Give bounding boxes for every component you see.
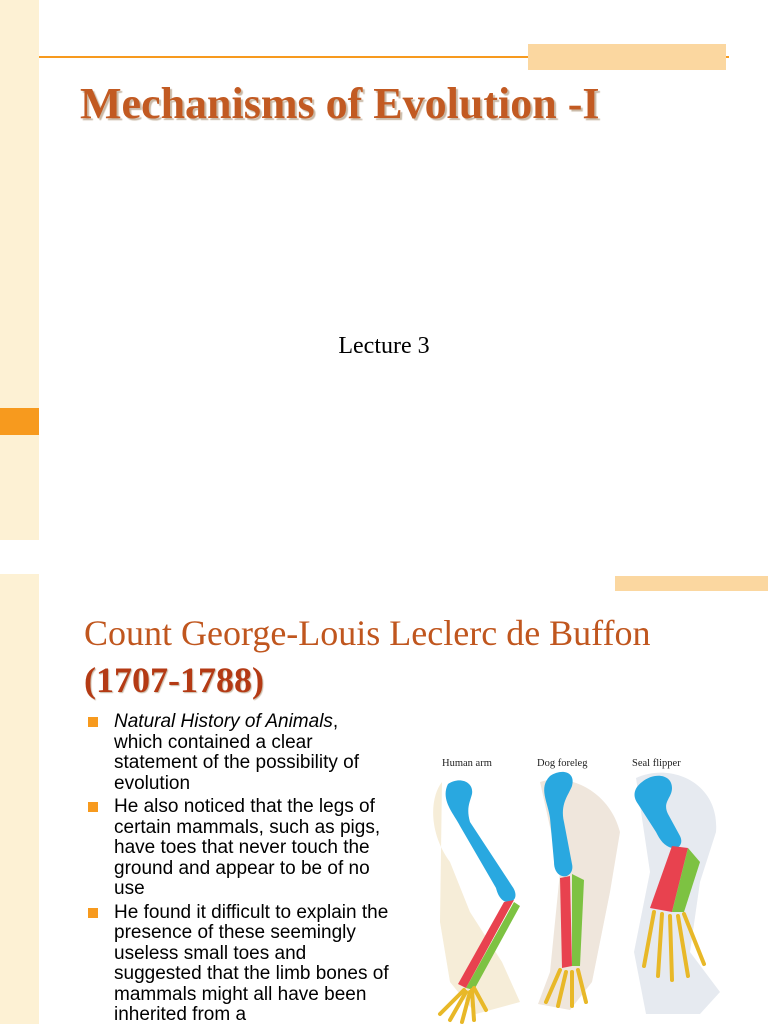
sidebar-strip (0, 0, 39, 540)
bullet-list (84, 712, 389, 1024)
bullet-item (84, 797, 389, 900)
header-block (615, 576, 768, 591)
bullet-item (84, 903, 389, 1024)
human-arm-bones (433, 780, 520, 1022)
sidebar-accent (0, 408, 39, 435)
slide-gap (0, 540, 768, 574)
slide-subtitle: Lecture 3 (338, 333, 430, 359)
square-bullet-icon (88, 717, 98, 727)
limb-bones-illustration (410, 752, 730, 1024)
sidebar-strip (0, 574, 39, 1024)
dog-foreleg-bones (538, 772, 620, 1010)
seal-flipper-bones (634, 773, 720, 1014)
square-bullet-icon (88, 802, 98, 812)
slide-buffon (0, 574, 768, 1024)
square-bullet-icon (88, 908, 98, 918)
slide-heading (84, 610, 704, 704)
heading-years: (1707-1788) (84, 660, 264, 700)
bullet-item (84, 712, 389, 794)
bullet-text: He also noticed that the legs of certain mammals, such as pigs, have toes that never touch the ground and appear to be of no use (114, 796, 381, 899)
bullet-text: He found it difficult to explain the presence of these seemingly useless small toes and suggested that the limb bones of mammals might all have been inherited from a (114, 901, 389, 1024)
bullet-text: , which contained a clear statement of the possibility of evolution (114, 711, 360, 794)
figure-label-seal: Seal flipper (632, 758, 681, 769)
figure-label-human: Human arm (442, 758, 492, 769)
dog-radius-bone (560, 876, 572, 968)
header-block (528, 44, 726, 70)
bullet-italic-text: Natural History of Animals (114, 711, 333, 732)
figure-label-dog: Dog foreleg (537, 758, 588, 769)
slide-title-text: Mechanisms of Evolution -I (80, 79, 600, 128)
homologous-limbs-figure (410, 752, 730, 1024)
heading-name: Count George-Louis Leclerc de Buffon (84, 613, 651, 653)
